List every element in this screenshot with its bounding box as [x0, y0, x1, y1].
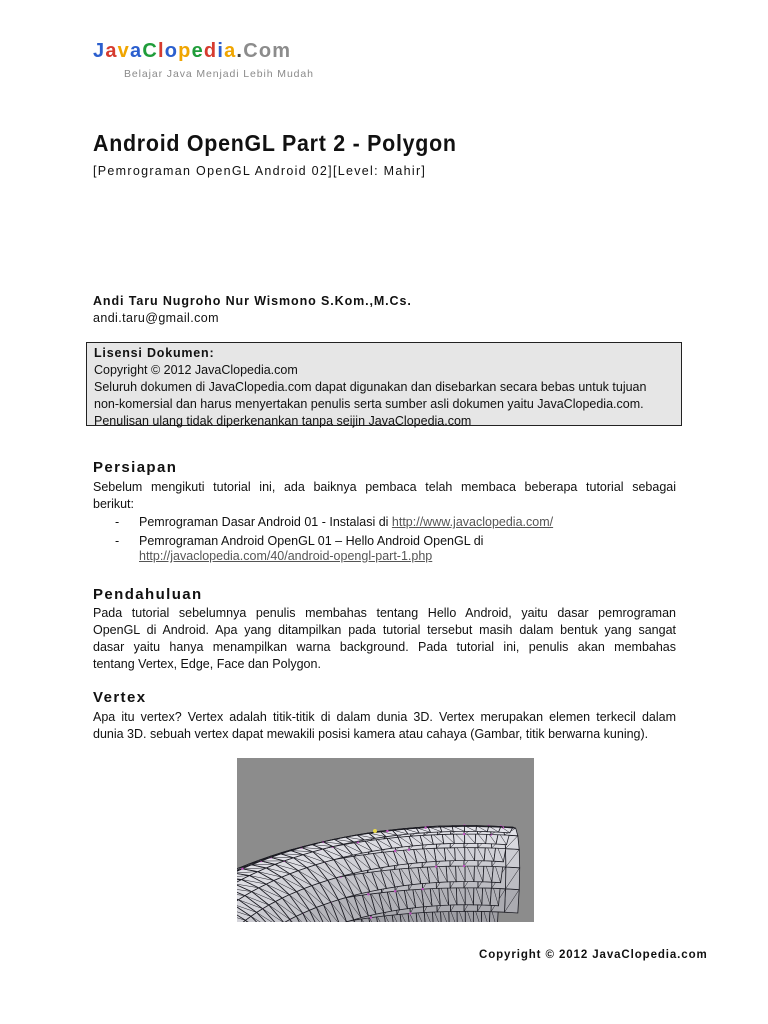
selected-vertex-dot [373, 829, 377, 833]
logo-letter: i [217, 40, 225, 62]
paragraph-line: Apa itu vertex? Vertex adalah titik-titik di dalam dunia 3D. Vertex merupakan elemen terkecil dalam [93, 710, 676, 724]
vertex-dot [370, 916, 372, 918]
vertex-paragraph [93, 709, 676, 743]
logo-letter: Com [243, 40, 292, 62]
license-title: Lisensi Dokumen: [94, 346, 215, 360]
author-name: Andi Taru Nugroho Nur Wismono S.Kom.,M.Cs. [93, 294, 412, 308]
logo-letter: a [224, 40, 237, 62]
logo-letter: v [117, 40, 130, 62]
vertex-dot [424, 827, 426, 829]
page-footer: Copyright © 2012 JavaClopedia.com [479, 949, 708, 961]
site-tagline: Belajar Java Menjadi Lebih Mudah [124, 68, 314, 80]
author-email: andi.taru@gmail.com [93, 311, 219, 325]
license-line: Seluruh dokumen di JavaClopedia.com dapat digunakan dan disebarkan secara bebas untuk tujuan [94, 380, 647, 394]
license-line: non-komersial dan harus menyertakan penulis serta sumber asli dokumen yaitu JavaClopedia.com. [94, 397, 644, 411]
section-heading-persiapan: Persiapan [93, 459, 178, 476]
persiapan-paragraph [93, 479, 676, 513]
section-heading-vertex: Vertex [93, 689, 147, 706]
logo-letter: d [203, 40, 218, 62]
vertex-dot [241, 868, 243, 870]
vertex-mesh-figure [237, 758, 534, 922]
vertex-dot [435, 865, 437, 867]
logo-letter: J [93, 40, 106, 62]
logo-letter: . [236, 40, 244, 62]
vertex-dot [394, 850, 396, 852]
section-heading-pendahuluan: Pendahuluan [93, 586, 203, 603]
bullet-item-1 [115, 513, 553, 531]
bullet-link[interactable]: http://javaclopedia.com/40/android-opengl-part-1.php [139, 549, 433, 563]
paragraph-line: dunia 3D. sebuah vertex dapat mewakili posisi kamera atau cahaya (Gambar, titik berwarna kuning). [93, 727, 649, 741]
paragraph-line: Pada tutorial sebelumnya penulis membahas tentang Hello Android, yaitu dasar pemrograman [93, 606, 676, 620]
logo-letter: e [191, 40, 204, 62]
bullet-link[interactable]: http://www.javaclopedia.com/ [391, 515, 554, 529]
vertex-dot [463, 865, 465, 867]
vertex-dot [421, 888, 423, 890]
logo-letter: a [105, 40, 118, 62]
vertex-dot [394, 890, 396, 892]
logo-letter: p [178, 40, 192, 62]
vertex-dot [409, 912, 411, 914]
bullet-text: Pemrograman Dasar Android 01 - Instalasi di [139, 515, 392, 529]
document-title: Android OpenGL Part 2 - Polygon [93, 130, 457, 156]
paragraph-line: dasar yaitu hanya menampilkan warna background. Pada tutorial ini, penulis akan membahas [93, 640, 676, 654]
logo-letter: o [164, 40, 179, 62]
vertex-dot [386, 830, 388, 832]
paragraph-line: tentang Vertex, Edge, Face dan Polygon. [93, 657, 321, 671]
document-subtitle: [Pemrograman OpenGL Android 02][Level: Mahir] [93, 164, 427, 178]
bullet-dash: - [115, 515, 120, 529]
bullet-dash: - [115, 534, 120, 548]
paragraph-line: Sebelum mengikuti tutorial ini, ada baiknya pembaca telah membaca beberapa tutorial sebagai [93, 480, 676, 494]
site-logo [93, 40, 291, 63]
vertex-dot [408, 849, 410, 851]
license-box [86, 342, 682, 426]
logo-letter: a [129, 40, 143, 62]
pendahuluan-paragraph [93, 605, 676, 673]
vertex-dot [463, 833, 465, 835]
logo-letter: C [142, 40, 158, 62]
paragraph-line: berikut: [93, 497, 134, 511]
torus-wireframe-image [237, 758, 534, 922]
logo-letter: l [157, 40, 165, 62]
vertex-dot [367, 893, 369, 895]
license-line: Copyright © 2012 JavaClopedia.com [94, 363, 298, 377]
license-line: Penulisan ulang tidak diperkenankan tanpa seijin JavaClopedia.com [94, 414, 472, 428]
bullet-item-2 [115, 532, 483, 550]
paragraph-line: OpenGL di Android. Apa yang ditampilkan pada tutorial tersebut masih dalam bentuk yang sangat [93, 623, 676, 637]
bullet-text: Pemrograman Android OpenGL 01 – Hello Android OpenGL di [139, 534, 484, 548]
